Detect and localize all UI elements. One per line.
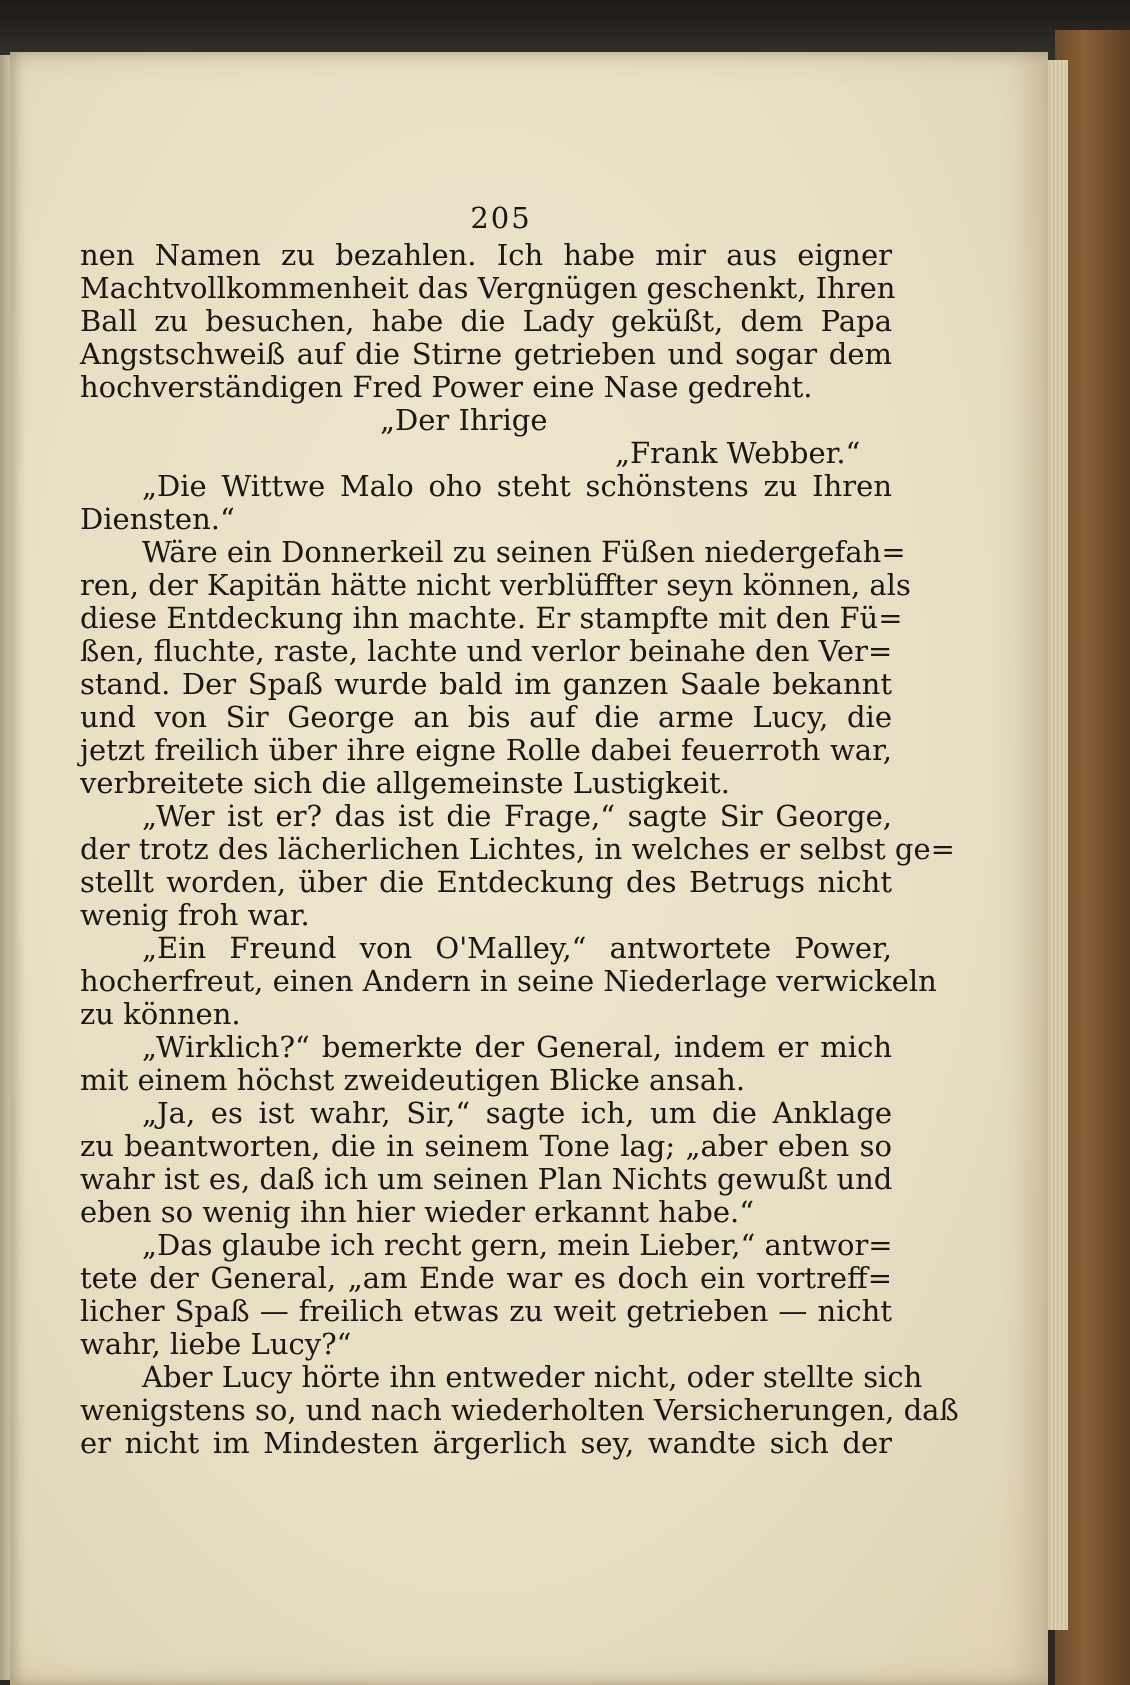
- text-line: licher Spaß — freilich etwas zu weit getrieben — nicht: [80, 1294, 892, 1328]
- text-line: ßen, fluchte, raste, lachte und verlor beinahe den Ver=: [80, 634, 893, 668]
- text-line: wahr, liebe Lucy?“: [80, 1327, 352, 1361]
- text-line: wenig froh war.: [80, 898, 310, 932]
- text-line: Machtvollkommenheit das Vergnügen geschenkt, Ihren: [80, 271, 896, 305]
- text-line: jetzt freilich über ihre eigne Rolle dabei feuerroth war,: [80, 733, 892, 767]
- text-line: eben so wenig ihn hier wieder erkannt habe.“: [80, 1195, 755, 1229]
- book-page: [10, 52, 1048, 1685]
- text-block: [80, 201, 959, 1460]
- text-line: „Der Ihrige: [380, 403, 548, 437]
- text-line: er nicht im Mindesten ärgerlich sey, wandte sich der: [80, 1426, 892, 1460]
- text-line: „Wer ist er? das ist die Frage,“ sagte Sir George,: [142, 799, 892, 833]
- text-line: stellt worden, über die Entdeckung des Betrugs nicht: [80, 865, 892, 899]
- text-line: Angstschweiß auf die Stirne getrieben und sogar dem: [80, 337, 892, 371]
- book-cover-top: [0, 0, 1130, 60]
- text-line: „Das glaube ich recht gern, mein Lieber,“ antwor=: [142, 1228, 893, 1262]
- text-line: zu können.: [80, 997, 241, 1031]
- text-line: ren, der Kapitän hätte nicht verblüffter seyn können, als: [80, 568, 911, 602]
- text-line: hocherfreut, einen Andern in seine Niederlage verwickeln: [80, 964, 937, 998]
- text-line: wahr ist es, daß ich um seinen Plan Nichts gewußt und: [80, 1162, 893, 1196]
- text-line: nen Namen zu bezahlen. Ich habe mir aus eigner: [80, 238, 892, 272]
- text-line: Ball zu besuchen, habe die Lady geküßt, dem Papa: [80, 304, 892, 338]
- text-line: stand. Der Spaß wurde bald im ganzen Saale bekannt: [80, 667, 892, 701]
- text-line: mit einem höchst zweideutigen Blicke ansah.: [80, 1063, 746, 1097]
- text-line: „Frank Webber.“: [615, 436, 861, 470]
- text-line: verbreitete sich die allgemeinste Lustigkeit.: [80, 766, 730, 800]
- text-line: hochverständigen Fred Power eine Nase gedreht.: [80, 370, 813, 404]
- text-line: zu beantworten, die in seinem Tone lag; „aber eben so: [80, 1129, 892, 1163]
- text-line: tete der General, „am Ende war es doch ein vortreff=: [80, 1261, 892, 1295]
- text-line: wenigstens so, und nach wiederholten Versicherungen, daß: [80, 1393, 959, 1427]
- text-line: „Ein Freund von O'Malley,“ antwortete Power,: [142, 931, 892, 965]
- text-line: „Wirklich?“ bemerkte der General, indem er mich: [142, 1030, 892, 1064]
- text-line: Wäre ein Donnerkeil zu seinen Füßen niedergefah=: [142, 535, 906, 569]
- text-line: Aber Lucy hörte ihn entweder nicht, oder stellte sich: [142, 1360, 923, 1394]
- text-line: und von Sir George an bis auf die arme Lucy, die: [80, 700, 892, 734]
- text-line: der trotz des lächerlichen Lichtes, in welches er selbst ge=: [80, 832, 955, 866]
- text-line: „Die Wittwe Malo oho steht schönstens zu Ihren: [142, 469, 892, 503]
- text-line: „Ja, es ist wahr, Sir,“ sagte ich, um die Anklage: [142, 1096, 892, 1130]
- text-line: Diensten.“: [80, 502, 235, 536]
- body-text: [80, 238, 959, 1460]
- text-line: diese Entdeckung ihn machte. Er stampfte mit den Fü=: [80, 601, 903, 635]
- page-number: 205: [470, 201, 532, 235]
